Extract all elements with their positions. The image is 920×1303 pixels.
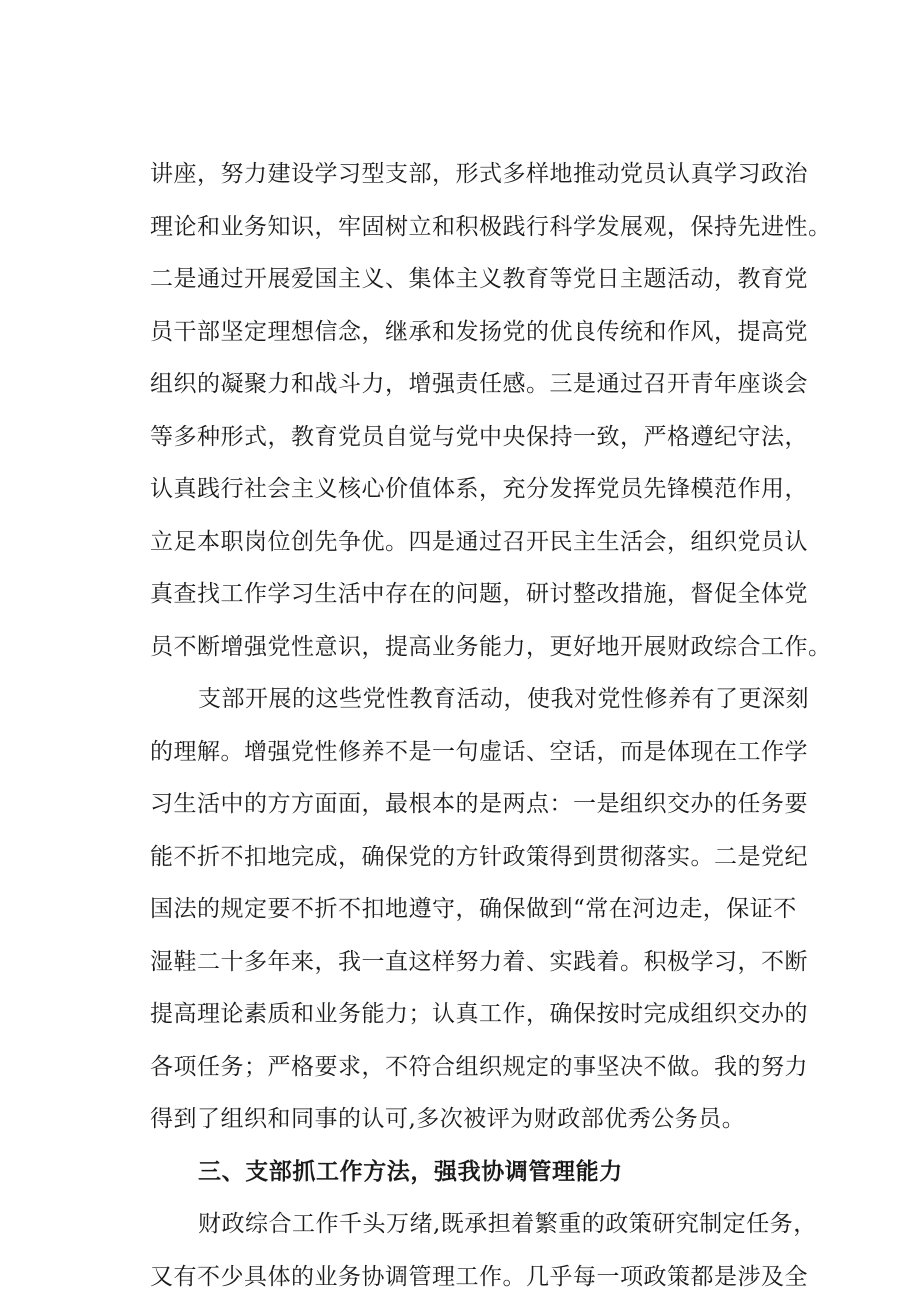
text-line: 的理解。增强党性修养不是一句虚话、空话，而是体现在工作学: [150, 726, 810, 779]
text-line: 认真践行社会主义核心价值体系，充分发挥党员先锋模范作用，: [150, 463, 810, 516]
document-body: [150, 148, 810, 1303]
text-line: 二是通过开展爱国主义、集体主义教育等党日主题活动，教育党: [150, 253, 810, 306]
text-line: 习生活中的方方面面，最根本的是两点：一是组织交办的任务要: [150, 778, 810, 831]
text-line: 得到了组织和同事的认可,多次被评为财政部优秀公务员。: [150, 1093, 810, 1146]
text-line: 员不断增强党性意识，提高业务能力，更好地开展财政综合工作。: [150, 621, 810, 674]
text-line: 员干部坚定理想信念，继承和发扬党的优良传统和作风，提高党: [150, 306, 810, 359]
text-line: 提高理论素质和业务能力；认真工作，确保按时完成组织交办的: [150, 988, 810, 1041]
text-line: 立足本职岗位创先争优。四是通过召开民主生活会，组织党员认: [150, 516, 810, 569]
text-line: 各项任务；严格要求，不符合组织规定的事坚决不做。我的努力: [150, 1041, 810, 1094]
paragraph-first-line: 财政综合工作千头万绪,既承担着繁重的政策研究制定任务，: [150, 1198, 810, 1251]
section-heading: 三、支部抓工作方法，强我协调管理能力: [150, 1146, 810, 1199]
text-line: 湿鞋二十多年来，我一直这样努力着、实践着。积极学习，不断: [150, 936, 810, 989]
text-line: 真查找工作学习生活中存在的问题，研讨整改措施，督促全体党: [150, 568, 810, 621]
text-line: 国法的规定要不折不扣地遵守，确保做到“常在河边走，保证不: [150, 883, 810, 936]
text-line: 等多种形式，教育党员自觉与党中央保持一致，严格遵纪守法，: [150, 411, 810, 464]
text-line: 能不折不扣地完成，确保党的方针政策得到贯彻落实。二是党纪: [150, 831, 810, 884]
text-line: 理论和业务知识，牢固树立和积极践行科学发展观，保持先进性。: [150, 201, 810, 254]
text-line: 又有不少具体的业务协调管理工作。几乎每一项政策都是涉及全: [150, 1251, 810, 1303]
paragraph-first-line: 支部开展的这些党性教育活动，使我对党性修养有了更深刻: [150, 673, 810, 726]
text-line: 组织的凝聚力和战斗力，增强责任感。三是通过召开青年座谈会: [150, 358, 810, 411]
text-line: 讲座，努力建设学习型支部，形式多样地推动党员认真学习政治: [150, 148, 810, 201]
